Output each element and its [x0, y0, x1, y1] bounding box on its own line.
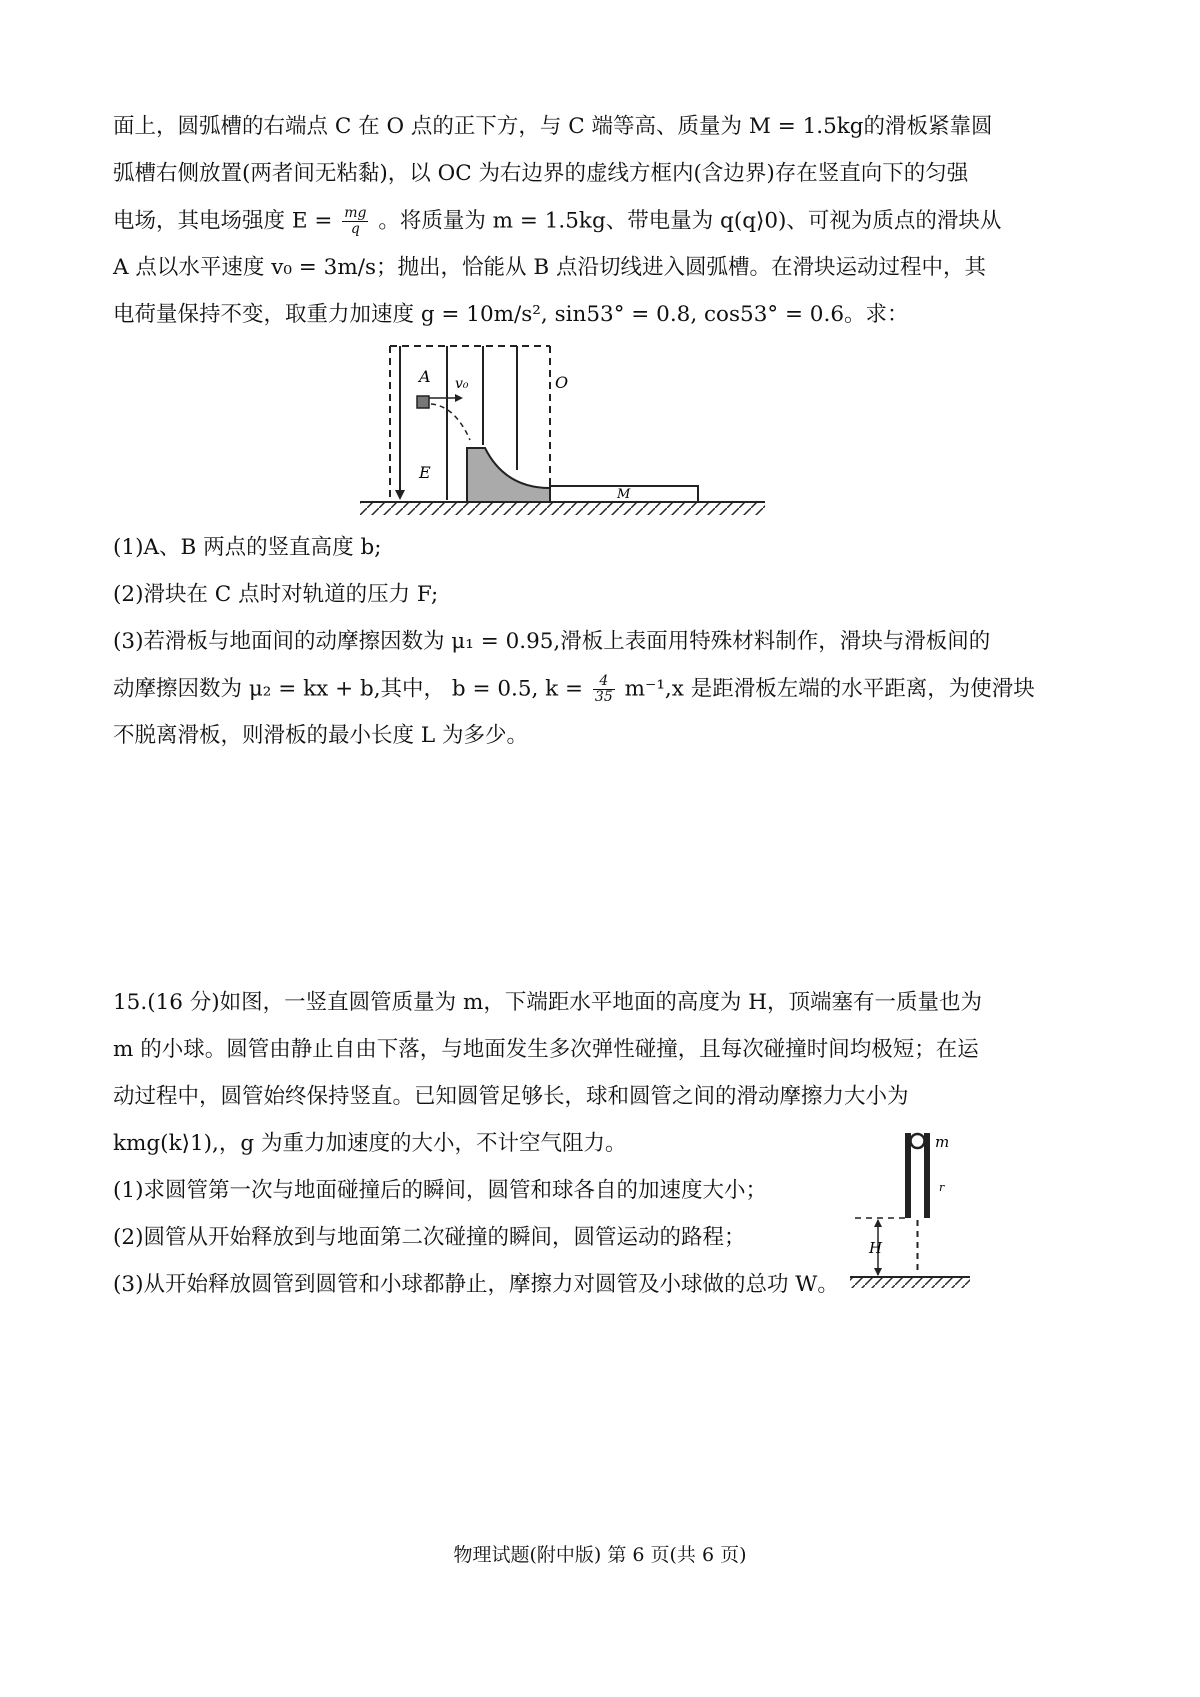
problem15-question-2: (2)圆管从开始释放到与地面第二次碰撞的瞬间，圆管运动的路程； [113, 1225, 746, 1250]
question-3-line-2 [113, 674, 1035, 705]
label-e: E [419, 463, 431, 482]
field-fraction [342, 206, 368, 237]
question-1: (1)A、B 两点的竖直高度 b; [113, 535, 382, 560]
problem15-question-3: (3)从开始释放圆管到圆管和小球都静止，摩擦力对圆管及小球做的总功 W。 [113, 1272, 839, 1297]
problem14-line-2: 弧槽右侧放置(两者间无粘黏)，以 OC 为右边界的虚线方框内(含边界)存在竖直向下的匀强 [113, 161, 969, 186]
problem14-line-5: 电荷量保持不变，取重力加速度 g = 10m/s², sin53° = 0.8, cos53° = 0.6。求： [113, 302, 909, 327]
label-o: O [555, 373, 569, 392]
question-2: (2)滑块在 C 点时对轨道的压力 F; [113, 582, 439, 607]
label-r: r [939, 1181, 945, 1194]
fraction-numerator: mg [344, 205, 367, 221]
question-3-line-1: (3)若滑板与地面间的动摩擦因数为 μ₁ = 0.95,滑板上表面用特殊材料制作，滑块与滑板间的 [113, 629, 991, 654]
mass-charge-text: 。将质量为 m = 1.5kg、带电量为 q(q⟩0)、可视为质点的滑块从 [378, 208, 1002, 234]
label-h: H [869, 1239, 883, 1257]
label-board-m: M [617, 487, 631, 502]
fraction-numerator: 4 [593, 674, 615, 690]
problem15-line-3: 动过程中，圆管始终保持竖直。已知圆管足够长，球和圆管之间的滑动摩擦力大小为 [113, 1084, 909, 1109]
problem15-line-4: kmg(k⟩1),，g 为重力加速度的大小，不计空气阻力。 [113, 1131, 627, 1156]
k-fraction [593, 674, 615, 705]
problem15-question-1: (1)求圆管第一次与地面碰撞后的瞬间，圆管和球各自的加速度大小； [113, 1178, 767, 1203]
fraction-denominator: 35 [594, 689, 613, 705]
friction-text-end: m⁻¹,x 是距滑板左端的水平距离，为使滑块 [624, 676, 1035, 702]
page-footer: 物理试题(附中版) 第 6 页(共 6 页) [453, 1544, 747, 1566]
figure-tube [845, 1125, 975, 1300]
problem14-line-4: A 点以水平速度 v₀ = 3m/s；抛出，恰能从 B 点沿切线进入圆弧槽。在滑块运动过程中，其 [113, 255, 986, 280]
figure-arc-groove [355, 340, 775, 520]
field-strength-text: 电场，其电场强度 E = [113, 208, 333, 234]
question-3-line-3: 不脱离滑板，则滑板的最小长度 L 为多少。 [113, 723, 528, 748]
problem15-line-2: m 的小球。圆管由静止自由下落，与地面发生多次弹性碰撞，且每次碰撞时间均极短；在运 [113, 1037, 979, 1062]
problem14-line-3 [113, 206, 1001, 237]
label-a: A [419, 367, 431, 386]
problem15-line-1: 15.(16 分)如图，一竖直圆管质量为 m，下端距水平地面的高度为 H，顶端塞有一质量也为 [113, 990, 982, 1015]
friction-text: 动摩擦因数为 μ₂ = kx + b,其中， b = 0.5, k = [113, 676, 584, 702]
label-m: m [935, 1133, 950, 1151]
label-v0: v₀ [455, 376, 469, 392]
fraction-denominator: q [350, 221, 360, 237]
problem14-line-1: 面上，圆弧槽的右端点 C 在 O 点的正下方，与 C 端等高、质量为 M = 1.5kg的滑板紧靠圆 [113, 114, 993, 139]
